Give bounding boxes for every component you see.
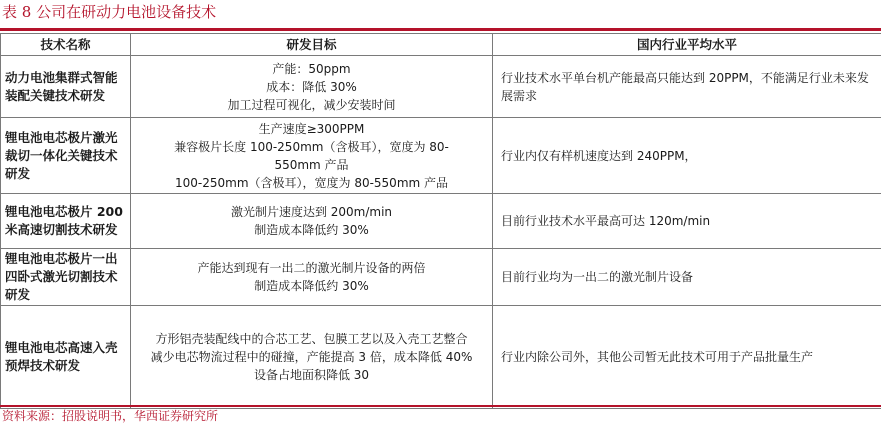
industry-level-cell: 目前行业均为一出二的激光制片设备 <box>493 249 881 306</box>
goal-cell <box>131 249 493 306</box>
tech-name-cell: 锂电池电芯高速入壳预焊技术研发 <box>1 306 131 409</box>
industry-level-cell: 目前行业技术水平最高可达 120m/min <box>493 194 881 249</box>
goal-line: 方形铝壳装配线中的合芯工艺、包膜工艺以及入壳工艺整合 <box>155 332 468 346</box>
goal-line: 制造成本降低约 30% <box>254 223 369 237</box>
tech-name-cell: 锂电池电芯极片激光裁切一体化关键技术研发 <box>1 118 131 194</box>
goal-line: 激光制片速度达到 200m/min <box>230 205 393 219</box>
goal-line: 减少电芯物流过程中的碰撞，产能提高 3 倍，成本降低 40% <box>150 350 473 364</box>
goal-cell <box>131 306 493 409</box>
tech-name-cell: 锂电池电芯极片一出四卧式激光切割技术研发 <box>1 249 131 306</box>
header-row <box>1 34 881 56</box>
goal-line: 制造成本降低约 30% <box>254 279 369 293</box>
goal-line: 生产速度≥300PPM <box>258 121 365 136</box>
tech-table <box>0 33 881 409</box>
industry-level-cell: 行业内仅有样机速度达到 240PPM， <box>493 118 881 194</box>
table-title: 表 8 公司在研动力电池设备技术 <box>2 3 217 21</box>
goal-line: 兼容极片长度 100-250mm（含极耳），宽度为 80-550mm 产品 <box>174 139 449 172</box>
goal-line: 加工过程可视化，减少安装时间 <box>227 97 396 112</box>
goal-line: 产能：50ppm <box>272 61 351 76</box>
tech-name-cell: 锂电池电芯极片 200 米高速切割技术研发 <box>1 194 131 249</box>
industry-level-cell: 行业技术水平单台机产能最高只能达到 20PPM，不能满足行业未来发展需求 <box>493 56 881 118</box>
goal-line: 设备占地面积降低 30 <box>253 368 370 382</box>
tech-name-cell: 动力电池集群式智能装配关键技术研发 <box>1 56 131 118</box>
goal-line: 100-250mm（含极耳），宽度为 80-550mm 产品 <box>174 175 449 190</box>
table-row <box>1 249 881 306</box>
table-row <box>1 194 881 249</box>
header-industry-level: 国内行业平均水平 <box>493 34 881 56</box>
table-row <box>1 118 881 194</box>
goal-line: 产能达到现有一出二的激光制片设备的两倍 <box>197 261 426 275</box>
table-row <box>1 56 881 118</box>
bottom-rule <box>0 405 881 407</box>
goal-cell <box>131 118 493 194</box>
header-tech-name: 技术名称 <box>1 34 131 56</box>
table-row <box>1 306 881 409</box>
industry-level-cell: 行业内除公司外，其他公司暂无此技术可用于产品批量生产 <box>493 306 881 409</box>
source-note: 资料来源：招股说明书，华西证券研究所 <box>2 409 219 423</box>
goal-line: 成本：降低 30% <box>266 79 357 94</box>
goal-cell <box>131 56 493 118</box>
top-rule <box>0 28 881 31</box>
goal-cell <box>131 194 493 249</box>
header-goal: 研发目标 <box>131 34 493 56</box>
